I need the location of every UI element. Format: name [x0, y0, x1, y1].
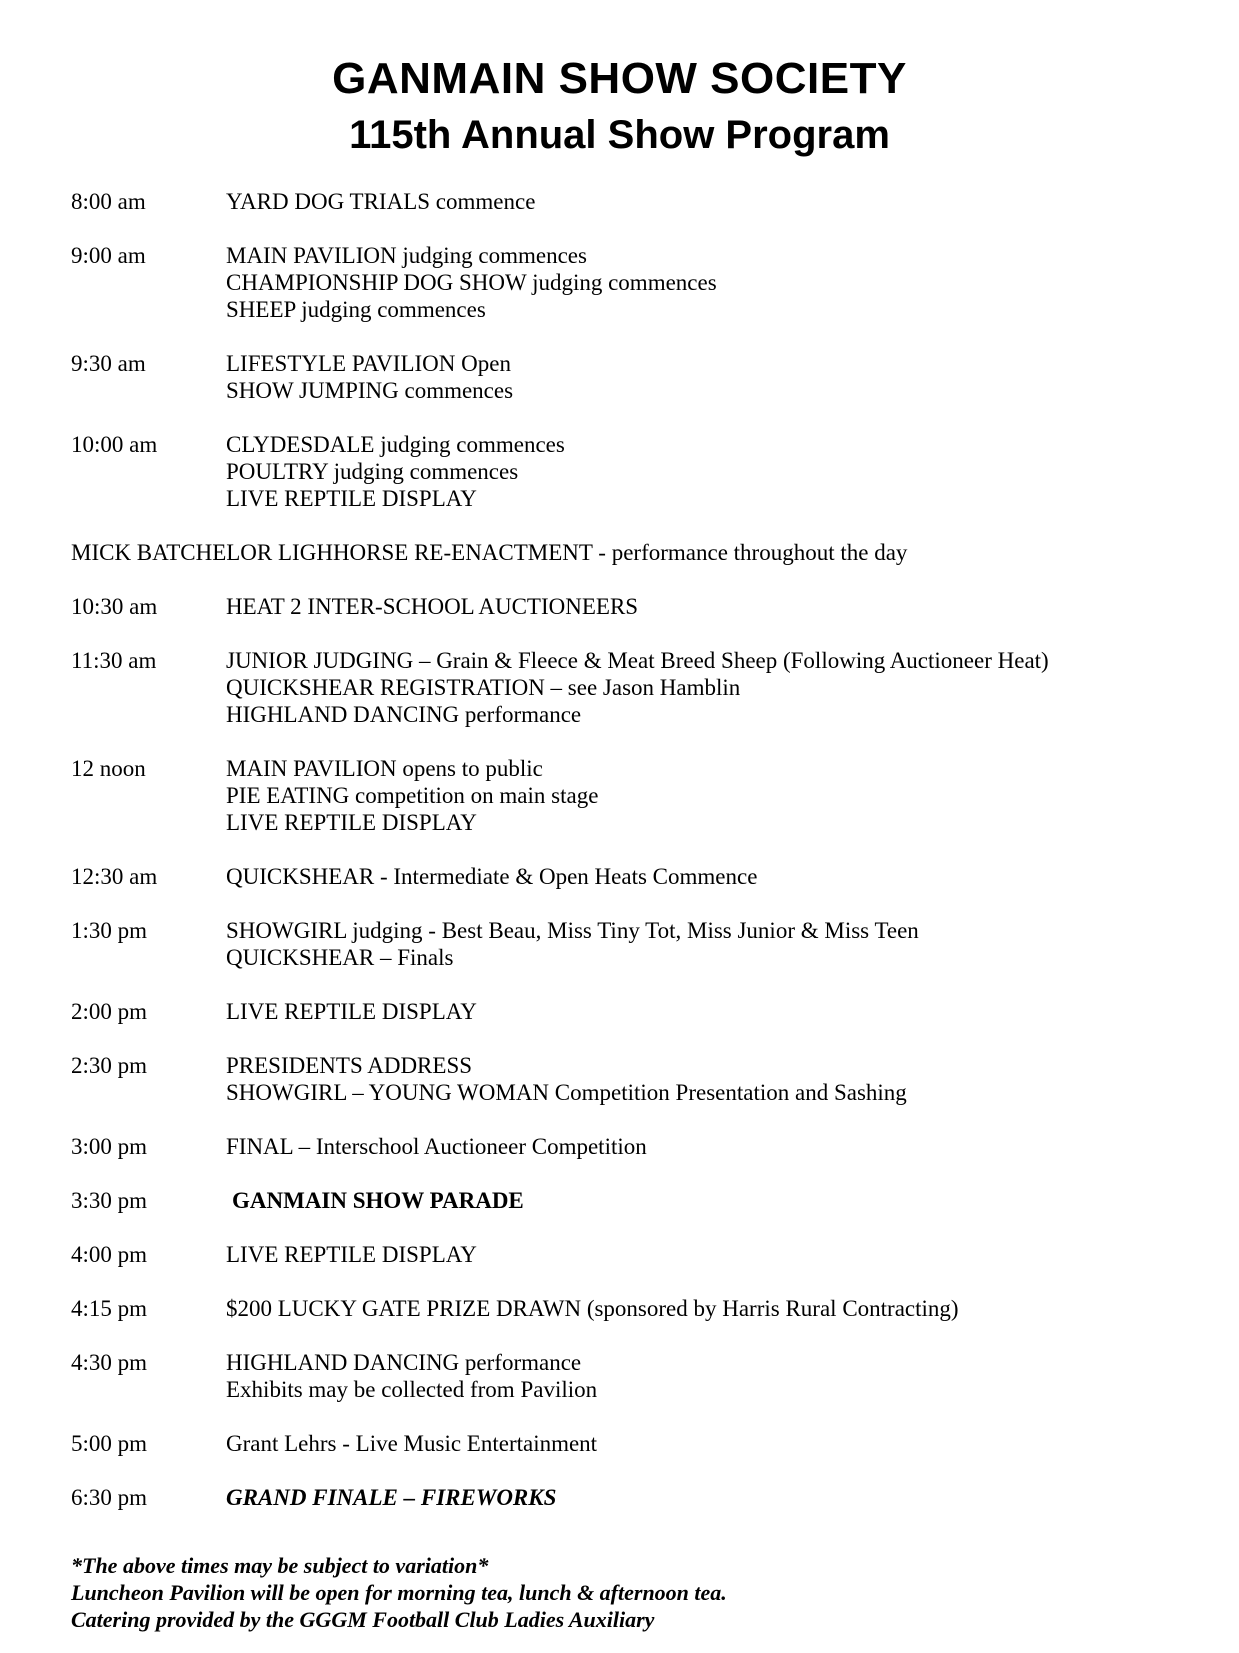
schedule-events: [226, 431, 1211, 512]
schedule-time: 11:30 am: [71, 648, 157, 673]
schedule-time: 12:30 am: [71, 864, 158, 889]
schedule-row: [71, 1187, 1211, 1214]
schedule-row: [71, 917, 1211, 971]
footer-notes: [71, 1552, 727, 1633]
schedule-row: [71, 1241, 1211, 1268]
footer-line: Luncheon Pavilion will be open for morning tea, lunch & afternoon tea.: [71, 1580, 727, 1605]
schedule-event: POULTRY judging commences: [226, 459, 519, 484]
schedule-note: MICK BATCHELOR LIGHHORSE RE-ENACTMENT - performance throughout the day: [71, 540, 908, 565]
schedule-row: [71, 647, 1211, 728]
schedule-event: $200 LUCKY GATE PRIZE DRAWN (sponsored by Harris Rural Contracting): [226, 1296, 959, 1321]
schedule-time: 5:00 pm: [71, 1431, 148, 1456]
schedule-time: 6:30 pm: [71, 1485, 148, 1510]
schedule-row: [71, 1052, 1211, 1106]
schedule-time: 2:30 pm: [71, 1053, 148, 1078]
schedule-event: SHOWGIRL judging - Best Beau, Miss Tiny Tot, Miss Junior & Miss Teen: [226, 918, 919, 943]
schedule-row: [71, 1133, 1211, 1160]
schedule-event: LIVE REPTILE DISPLAY: [226, 810, 477, 835]
schedule-event: LIFESTYLE PAVILION Open: [226, 351, 511, 376]
schedule-event: MAIN PAVILION opens to public: [226, 756, 543, 781]
schedule-event: Grant Lehrs - Live Music Entertainment: [226, 1431, 598, 1456]
schedule-event: LIVE REPTILE DISPLAY: [226, 1242, 477, 1267]
schedule-event: YARD DOG TRIALS commence: [226, 189, 536, 214]
schedule-event: GANMAIN SHOW PARADE: [232, 1188, 524, 1213]
schedule-event: QUICKSHEAR – Finals: [226, 945, 454, 970]
schedule-event: MAIN PAVILION judging commences: [226, 243, 587, 268]
schedule-event: GRAND FINALE – FIREWORKS: [226, 1485, 557, 1510]
schedule-event: JUNIOR JUDGING – Grain & Fleece & Meat Breed Sheep (Following Auctioneer Heat): [226, 648, 1049, 673]
schedule-event: SHOW JUMPING commences: [226, 378, 514, 403]
schedule-row: [71, 431, 1211, 512]
schedule-row: [71, 1484, 1211, 1511]
schedule-event: PIE EATING competition on main stage: [226, 783, 599, 808]
schedule-row: [71, 1430, 1211, 1457]
page-title: GANMAIN SHOW SOCIETY: [332, 54, 907, 103]
schedule-event: SHEEP judging commences: [226, 297, 486, 322]
schedule-events: [226, 1349, 1211, 1403]
footer-line: Catering provided by the GGGM Football Club Ladies Auxiliary: [71, 1607, 655, 1632]
schedule-time: 4:00 pm: [71, 1242, 148, 1267]
schedule-events: [226, 647, 1211, 728]
schedule-event: CHAMPIONSHIP DOG SHOW judging commences: [226, 270, 717, 295]
schedule-events: [226, 1484, 1211, 1511]
schedule-events: [226, 1430, 1211, 1457]
footer-line: *The above times may be subject to variation*: [71, 1553, 489, 1578]
schedule-events: [226, 755, 1211, 836]
schedule-row: [71, 188, 1211, 215]
schedule-event: QUICKSHEAR - Intermediate & Open Heats Commence: [226, 864, 758, 889]
schedule-list: [71, 188, 1211, 1538]
schedule-time: 10:30 am: [71, 594, 158, 619]
schedule-row: [71, 593, 1211, 620]
schedule-event: HIGHLAND DANCING performance: [226, 702, 582, 727]
schedule-row: [71, 1295, 1211, 1322]
schedule-event: PRESIDENTS ADDRESS: [226, 1053, 473, 1078]
schedule-event: LIVE REPTILE DISPLAY: [226, 999, 477, 1024]
schedule-event: LIVE REPTILE DISPLAY: [226, 486, 477, 511]
schedule-time: 2:00 pm: [71, 999, 148, 1024]
schedule-events: [226, 1133, 1211, 1160]
schedule-time: 12 noon: [71, 756, 146, 781]
schedule-events: [226, 242, 1211, 323]
schedule-event: QUICKSHEAR REGISTRATION – see Jason Hamblin: [226, 675, 741, 700]
schedule-events: [226, 188, 1211, 215]
schedule-event: HEAT 2 INTER-SCHOOL AUCTIONEERS: [226, 594, 639, 619]
schedule-events: [226, 998, 1211, 1025]
schedule-event: CLYDESDALE judging commences: [226, 432, 565, 457]
schedule-row: [71, 242, 1211, 323]
page-subtitle: 115th Annual Show Program: [349, 113, 890, 157]
schedule-event: FINAL – Interschool Auctioneer Competition: [226, 1134, 647, 1159]
schedule-row: [71, 350, 1211, 404]
schedule-time: 9:30 am: [71, 351, 146, 376]
schedule-events: [226, 1187, 1211, 1214]
schedule-time: 3:00 pm: [71, 1134, 148, 1159]
schedule-time: 8:00 am: [71, 189, 146, 214]
schedule-event: SHOWGIRL – YOUNG WOMAN Competition Presentation and Sashing: [226, 1080, 907, 1105]
schedule-time: 3:30 pm: [71, 1188, 148, 1213]
schedule-row: [71, 755, 1211, 836]
schedule-events: [226, 350, 1211, 404]
schedule-events: [226, 917, 1211, 971]
schedule-time: 9:00 am: [71, 243, 146, 268]
schedule-events: [226, 593, 1211, 620]
schedule-events: [226, 1052, 1211, 1106]
schedule-time: 10:00 am: [71, 432, 158, 457]
schedule-events: [226, 1241, 1211, 1268]
schedule-row: [71, 998, 1211, 1025]
schedule-events: [226, 1295, 1211, 1322]
schedule-time: 4:15 pm: [71, 1296, 148, 1321]
schedule-time: 4:30 pm: [71, 1350, 148, 1375]
schedule-events: [226, 863, 1211, 890]
schedule-event: Exhibits may be collected from Pavilion: [226, 1377, 598, 1402]
schedule-row: [71, 1349, 1211, 1403]
schedule-row: [71, 863, 1211, 890]
schedule-event: HIGHLAND DANCING performance: [226, 1350, 582, 1375]
schedule-time: 1:30 pm: [71, 918, 148, 943]
